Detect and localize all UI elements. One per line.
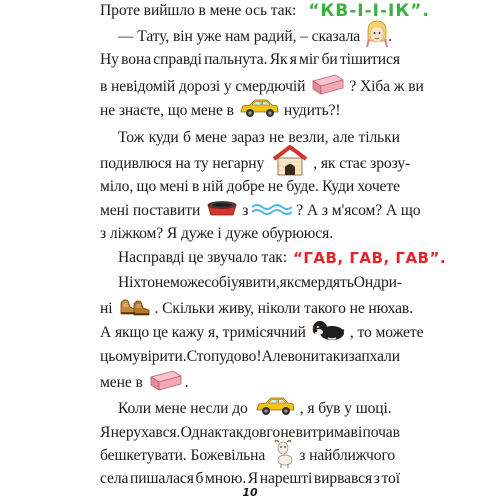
text-segment bbox=[100, 346, 400, 368]
text-segment: . bbox=[388, 28, 392, 45]
word: що bbox=[136, 178, 157, 195]
page-number: 10 bbox=[242, 486, 258, 499]
word: таки bbox=[319, 348, 349, 365]
word: мені bbox=[159, 178, 189, 195]
word: нарешті bbox=[259, 470, 313, 487]
text-line-17 bbox=[118, 398, 400, 420]
word: пишалася bbox=[130, 470, 194, 487]
word: ній bbox=[202, 178, 224, 195]
word: не bbox=[110, 424, 126, 441]
word: не bbox=[280, 424, 296, 441]
text-segment: — Тату, він уже нам радий, – сказала bbox=[118, 28, 361, 45]
word: міло, bbox=[100, 178, 134, 195]
word: уявити, bbox=[230, 274, 280, 291]
text-segment: Насправді це звучало так: bbox=[118, 249, 287, 266]
text-segment: подивлюся на ту негарну bbox=[100, 155, 265, 172]
text-segment bbox=[100, 176, 400, 198]
puppy-icon bbox=[310, 318, 346, 349]
word: не bbox=[267, 178, 283, 195]
text-line-3 bbox=[100, 49, 400, 71]
text-segment: ? А з м'ясом? А що bbox=[296, 202, 421, 219]
word: смердять bbox=[294, 274, 354, 291]
word: куди bbox=[148, 129, 179, 146]
text-line-12 bbox=[118, 272, 403, 294]
text-segment: ? Хіба ж ви bbox=[349, 78, 424, 95]
word: Тож bbox=[118, 129, 145, 146]
word: села bbox=[100, 470, 129, 487]
word: вірити. bbox=[140, 348, 187, 365]
word: міг bbox=[299, 51, 320, 68]
word: я bbox=[289, 51, 297, 68]
text-segment: . Скільки живу, ніколи такого не нюхав. bbox=[154, 300, 413, 317]
text-segment: з bbox=[242, 202, 249, 219]
text-line-1 bbox=[100, 0, 430, 22]
water-wave-icon bbox=[252, 200, 292, 222]
word: Ондри- bbox=[353, 274, 403, 291]
word: так bbox=[222, 424, 244, 441]
text-line-8 bbox=[100, 176, 400, 198]
word: би bbox=[321, 51, 338, 68]
pet-bowl-icon bbox=[206, 199, 238, 224]
text-line-16 bbox=[100, 372, 400, 394]
word: Я bbox=[247, 470, 259, 487]
word: почав bbox=[362, 424, 400, 441]
word: мене bbox=[195, 129, 227, 146]
word: як bbox=[279, 274, 295, 291]
text-segment: , як стає зрозу- bbox=[313, 155, 411, 172]
word: рухався. bbox=[125, 424, 181, 441]
text-line-6 bbox=[118, 127, 400, 149]
text-line-9 bbox=[100, 200, 421, 222]
word: Стопудово! bbox=[186, 348, 262, 365]
sound-effect-bark: “ГАВ, ГАВ, ГАВ”. bbox=[292, 249, 447, 267]
word: мною. bbox=[205, 470, 247, 487]
word: собі bbox=[204, 274, 231, 291]
word: витримав bbox=[295, 424, 358, 441]
word: хочете bbox=[357, 178, 400, 195]
word: вирвався bbox=[313, 470, 373, 487]
word: і bbox=[358, 424, 363, 441]
word: б bbox=[195, 470, 204, 487]
text-segment: з ліжком? Я дуже і дуже обурююся. bbox=[100, 225, 333, 242]
text-segment: . bbox=[184, 374, 189, 391]
word: тільки bbox=[358, 129, 400, 146]
word: зараз bbox=[231, 129, 265, 146]
word: Ніхто bbox=[118, 274, 155, 291]
text-segment: мені поставити bbox=[100, 202, 201, 219]
word: Куди bbox=[322, 178, 355, 195]
text-line-2 bbox=[118, 26, 400, 48]
word: вона bbox=[121, 51, 152, 68]
text-segment: мене в bbox=[100, 374, 143, 391]
text-line-7 bbox=[100, 153, 411, 175]
text-segment: в невідомій дорозі у смердючій bbox=[100, 78, 306, 95]
text-segment: А якщо це кажу я, тримісячний bbox=[100, 324, 306, 341]
word: з bbox=[373, 470, 380, 487]
word: довго bbox=[243, 424, 281, 441]
text-line-15 bbox=[100, 346, 400, 368]
word: але bbox=[332, 129, 355, 146]
text-line-13 bbox=[100, 298, 413, 320]
word: тішитися bbox=[339, 51, 400, 68]
pink-box-icon bbox=[149, 369, 183, 398]
word: справді bbox=[153, 51, 202, 68]
text-segment: , то можете bbox=[349, 324, 424, 341]
word: добре bbox=[226, 178, 265, 195]
text-segment: нудить?! bbox=[283, 102, 341, 119]
word: тої bbox=[381, 470, 400, 487]
text-segment: не знаєте, що мене в bbox=[100, 102, 234, 119]
text-line-10 bbox=[100, 223, 400, 245]
text-segment bbox=[118, 272, 403, 294]
word: Але bbox=[261, 348, 288, 365]
text-line-18 bbox=[100, 422, 400, 444]
word: не bbox=[154, 274, 170, 291]
word: вони bbox=[287, 348, 319, 365]
text-line-19 bbox=[100, 445, 400, 467]
shoes-icon bbox=[118, 295, 152, 324]
word: цьому bbox=[100, 348, 141, 365]
word: Ну bbox=[100, 51, 119, 68]
word: Я bbox=[100, 424, 111, 441]
word: Як bbox=[269, 51, 288, 68]
sound-effect-squeak: “КВ-І-І-ІК”. bbox=[308, 1, 430, 21]
text-segment bbox=[118, 127, 400, 149]
text-line-14 bbox=[100, 322, 424, 344]
text-line-11 bbox=[118, 247, 447, 269]
word: буде. bbox=[286, 178, 319, 195]
word: може bbox=[170, 274, 205, 291]
word: б bbox=[183, 129, 191, 146]
word: запхали bbox=[348, 348, 400, 365]
text-segment bbox=[100, 422, 400, 444]
text-segment: з найближчого bbox=[299, 447, 396, 464]
yellow-car-icon bbox=[238, 97, 280, 126]
yellow-car-icon bbox=[254, 395, 296, 424]
text-segment: ні bbox=[100, 300, 113, 317]
text-segment bbox=[100, 49, 400, 71]
word: Однак bbox=[180, 424, 222, 441]
text-line-4 bbox=[100, 76, 424, 98]
text-line-5 bbox=[100, 100, 400, 122]
pink-box-icon bbox=[311, 73, 345, 102]
word: пальнута. bbox=[204, 51, 268, 68]
text-segment: , я був у шоці. bbox=[299, 400, 392, 417]
text-segment: Проте вийшло в мене ось так: bbox=[100, 2, 297, 19]
word: не bbox=[269, 129, 285, 146]
text-segment: бешкетувати. Божевільна bbox=[100, 447, 266, 464]
text-segment: Коли мене несли до bbox=[118, 400, 248, 417]
word: в bbox=[191, 178, 200, 195]
word: везли, bbox=[288, 129, 329, 146]
